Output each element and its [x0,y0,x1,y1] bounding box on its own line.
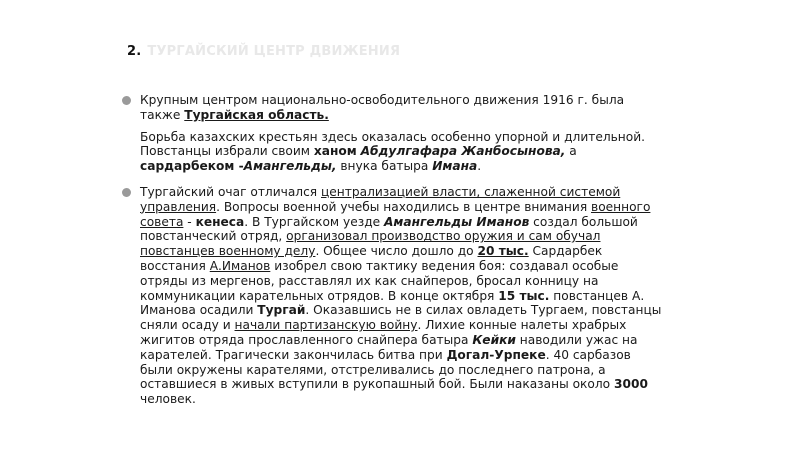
text-run: Тургайский очаг отличался [140,184,321,199]
text-run: . Общее число дошло до [315,244,478,259]
bullet-icon [122,96,131,105]
title-text: ТУРГАЙСКИЙ ЦЕНТР ДВИЖЕНИЯ [147,44,401,59]
name-iman: Имана [432,159,478,174]
text-run: а [565,144,577,159]
count-15k: 15 тыс. [498,288,550,303]
text-run: - [183,214,196,229]
term-sardarbek: сардарбеком [140,159,235,174]
place-turgai: Тургай [257,303,306,318]
term-military-council: военного совета [140,199,651,229]
term-turgai-oblast: Тургайская область. [184,107,329,122]
text-run: Борьба казахских крестьян здесь оказалась особенно упорной и длительной. Повстанцы избрали своим [140,129,646,159]
term-weapons-production: организовал производство оружия и сам обучал повстанцев военному делу [140,229,601,259]
text-run: человек. [140,392,196,407]
text-run: создал большой повстанческий отряд, [140,214,638,244]
name-a-imanov: А.Иманов [209,258,271,273]
name-zhanbosynov: Абдулгафара Жанбосынова, [360,144,566,159]
slide-body [122,93,667,418]
title-number: 2. [127,44,142,59]
text-run: - [234,159,244,174]
term-partisan-war: начали партизанскую войну [234,318,418,333]
text-run: . [477,159,482,174]
text-run: повстанцев А. Иманова осадили [140,288,645,318]
paragraph-2 [122,130,667,174]
text-run: Сардарбек восстания [140,244,603,273]
place-dogal-urpek: Догал-Урпеке [446,347,546,362]
text-run: . В Тургайском уезде [244,214,384,229]
count-3000: 3000 [614,377,648,392]
term-centralization: централизацией власти, слаженной системой управления [140,184,621,214]
bullet-icon [122,188,131,197]
text-run: изобрел свою тактику ведения боя: создавал особые отряды из мергенов, расставлял их как снайперов, бросал конницу на коммуникации карательных отрядов. В конце октября [140,258,619,303]
text-run: наводили ужас на карателей. Трагически закончилась битва при [140,332,638,362]
paragraph-3 [122,185,667,407]
text-run: внука батыра [336,159,433,174]
slide-title [127,44,400,59]
term-khan: ханом [313,144,357,159]
text-run: . 40 сарбазов были окружены карателями, отстреливались до последнего патрона, а оставшиеся в живых вступили в рукопашный бой. Были наказаны около [140,347,631,392]
paragraph-1 [122,93,667,123]
term-kenes: кенеса [195,214,245,229]
text-run: Крупным центром национально-освободительного движения 1916 г. была также [140,93,625,122]
text-run: . Лихие конные налеты храбрых жигитов отряда прославленного снайпера батыра [140,318,627,347]
count-20k: 20 тыс. [477,244,529,259]
name-amangeldy: Амангельды, [243,159,337,174]
text-run: . Оказавшись не в силах овладеть Тургаем, повстанцы сняли осаду и [140,303,662,333]
name-amangeldy-imanov: Амангельды Иманов [384,214,530,229]
text-run: . Вопросы военной учебы находились в центре внимания [216,199,592,214]
name-keiki: Кейки [472,332,516,347]
